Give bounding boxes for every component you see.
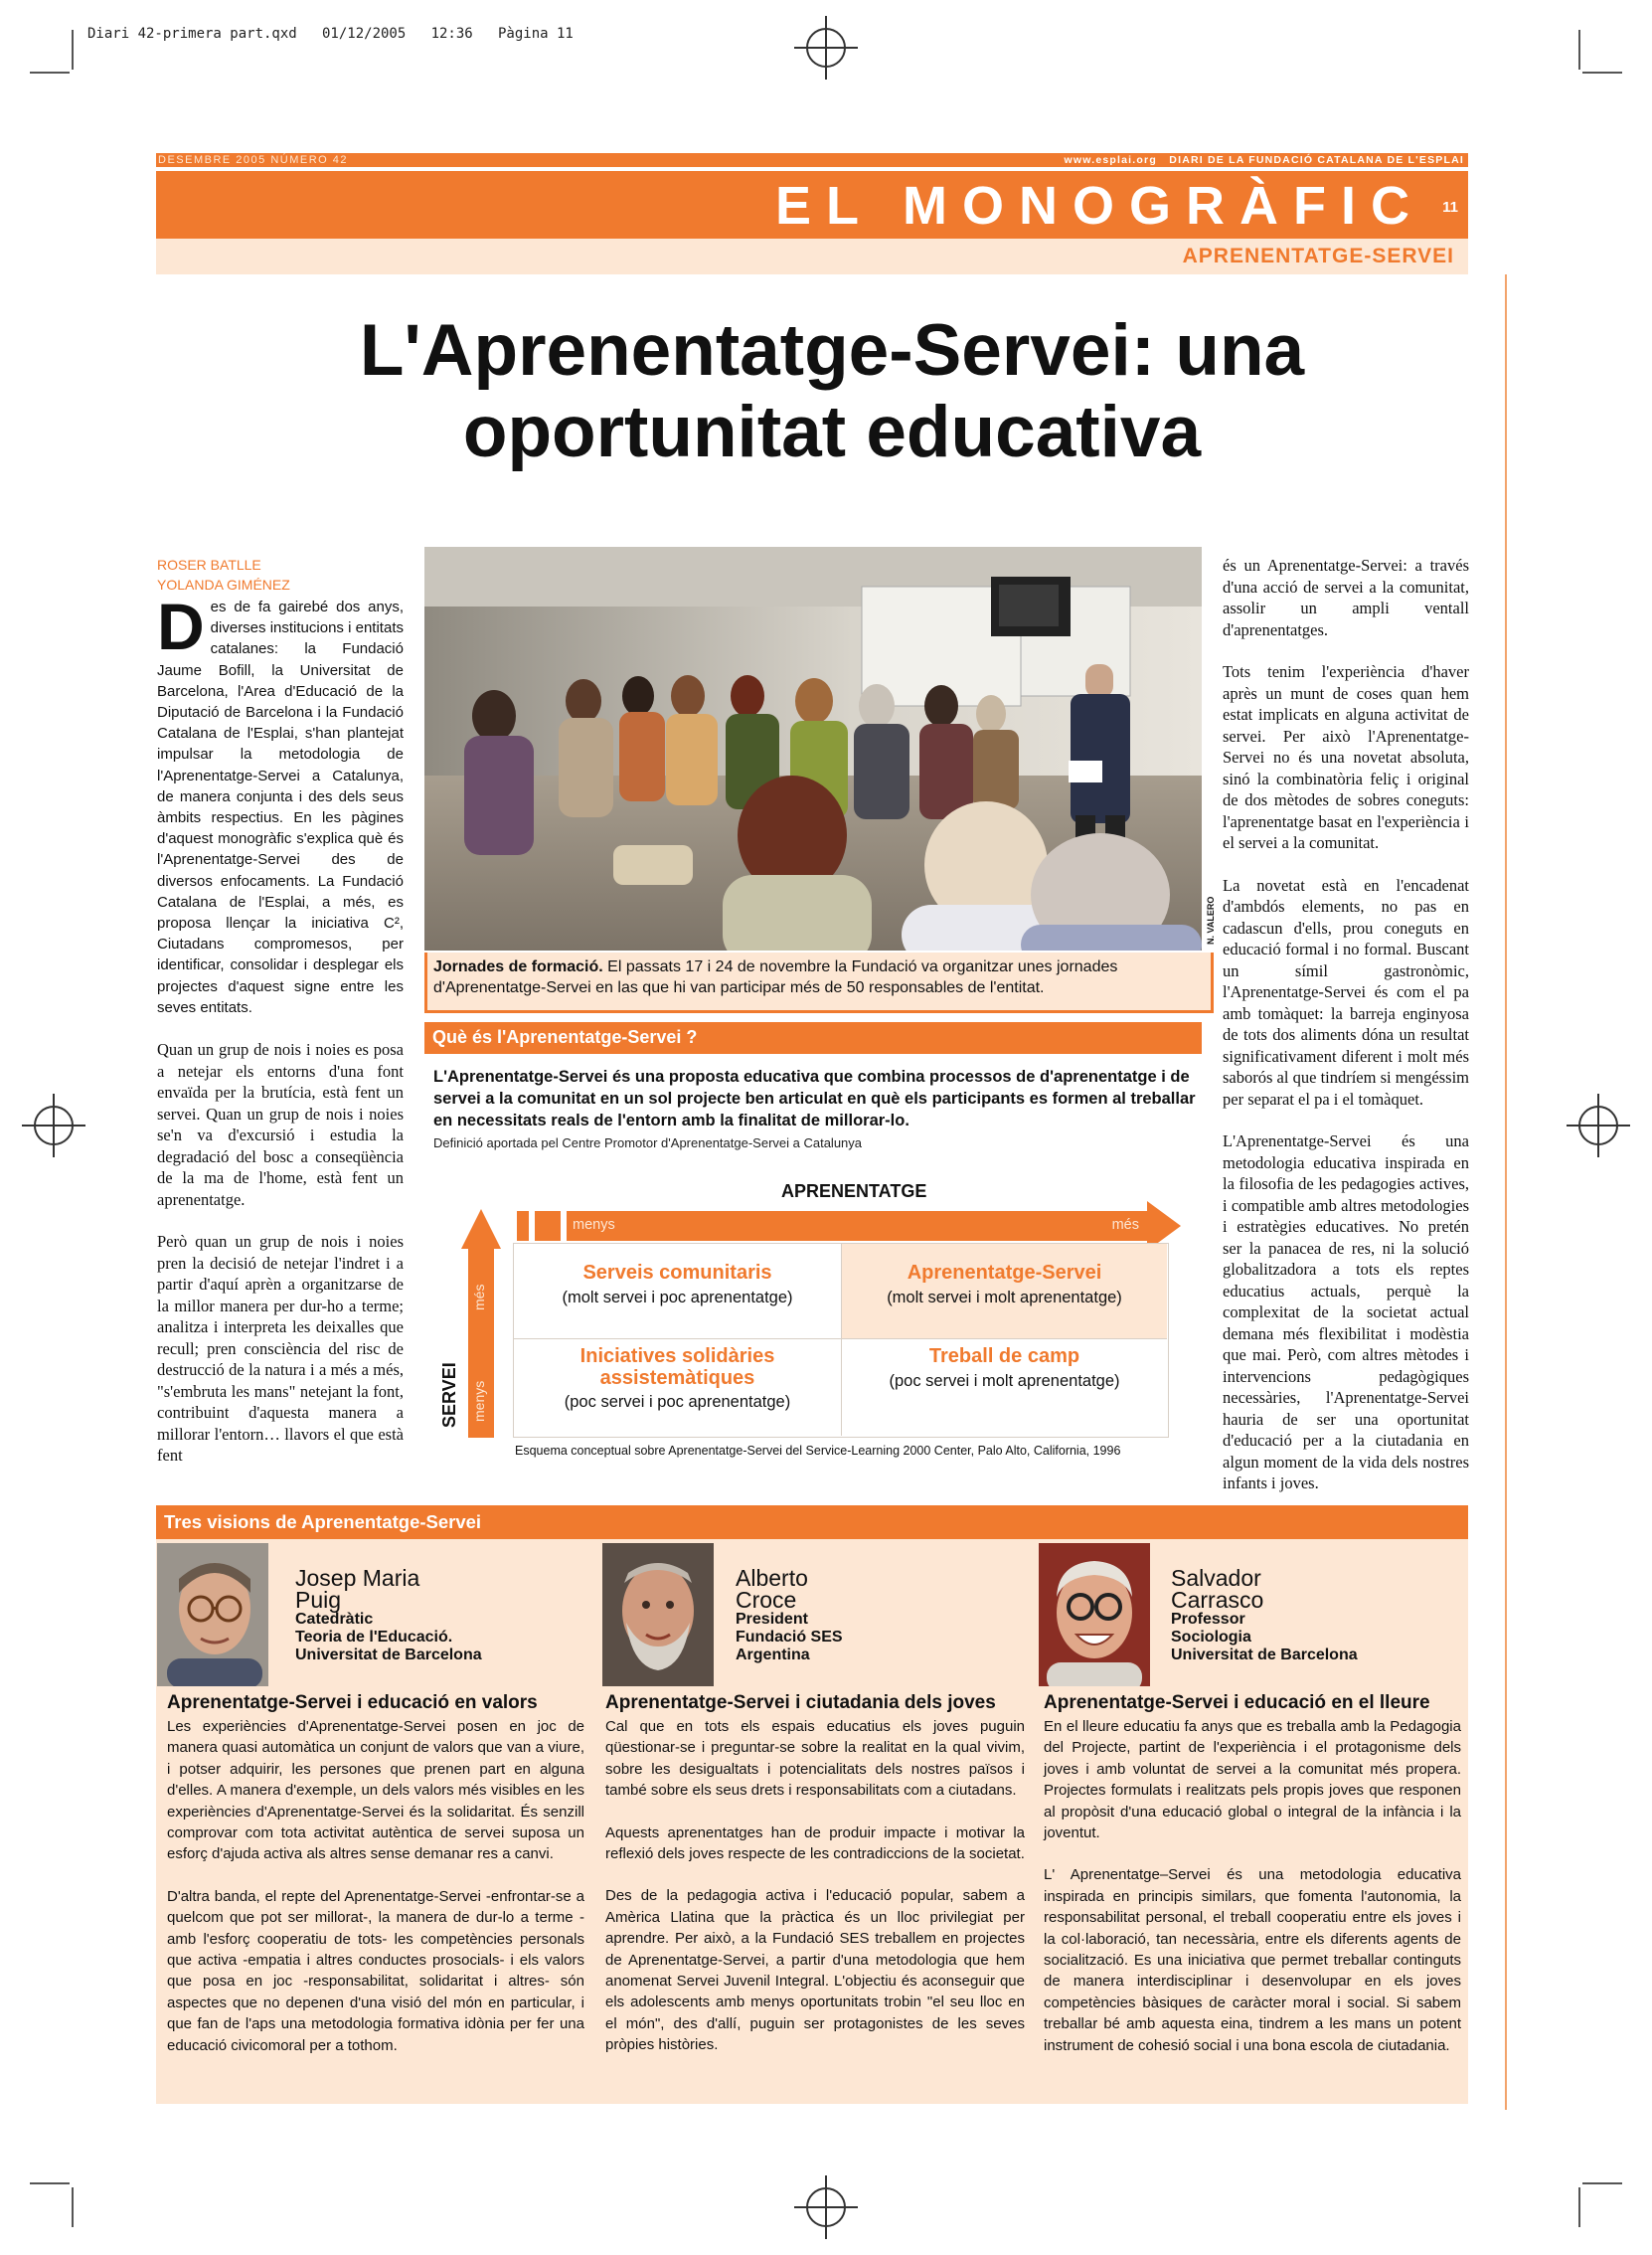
event-photo [424, 547, 1202, 951]
masthead-top-bar [156, 153, 1468, 167]
author-name: YOLANDA GIMÉNEZ [157, 577, 290, 593]
person-first-name: Alberto [736, 1565, 808, 1591]
page-right-rule [1505, 274, 1507, 2110]
vision-text: Les experiències d'Aprenentatge-Servei posen en joc de manera quasi automàtica un conjunt de valors que van a viure, i potser adquirir, les persones que prenen part en alguna d'elles. A manera d'exemple, un dels valors més visibles en les experiències d'Aprenentatge-Servei és la solidaritat. És senzill comprovar com tota activitat autèntica de servei suposa un esforç d'ajuda activa als altres sense demanar res a canvi. D'altra banda, el repte del Aprenentatge-Servei -enfrontar-se a quelcom que pot ser millorat-, la manera de dur-lo a terme -amb l'esforç cooperatiu de tots- les competències personals que activa -empatia i altres conductes prosocials- i els valors que posa en joc -responsabilitat, solidaritat i altres- són aspectes que no depenen d'una visió del món en particular, i que fan de l'aps una metodologia formativa idònia per fer una educació civicomoral per a tothom. [167, 1718, 584, 2054]
definition-title-bar: Què és l'Aprenentatge-Servei ? [424, 1022, 1202, 1054]
definition-source: Definició aportada pel Centre Promotor d'Aprenentatge-Servei a Catalunya [433, 1135, 863, 1150]
right-body: és un Aprenentatge-Servei: a través d'una acció de servei a la comunitat, assolir un ampli ventall d'aprenentatges. Tots tenim l'experiència d'haver après un munt de coses quan hem estat implicats en alguna activitat de servei. Per això l'Aprenentatge-Servei no és una novetat absoluta, sinó la combinatòria feliç i original de dos mètodes de sobres coneguts: l'aprenentatge basat en l'experiència i el servei a la comunitat. La novetat està en l'encadenat d'ambdós elements, no pas en cadascun d'ells, prou coneguts en educació formal i no formal. Buscant un símil gastronòmic, l'Aprenentatge-Servei és com el pa amb tomàquet: la barreja enginyosa de tots dos aliments dóna un resultat significativament diferent i molt més saborós al que tindríem si mengéssim per separat el pa i el tomàquet. L'Aprenentatge-Servei és una metodologia educativa inspirada en la filosofia de les pedagogies actives, i compatible amb altres metodologies i estratègies educatives. No pretén ser la panacea de res, ni la solució globalitzadora a tots els reptes educatius actuals, perquè la complexitat de la societat actual demana més flexibilitat i modèstia que mai. Però, com altres mètodes i intervencions pedagògiques necessàries, l'Aprenentatge-Servei hauria de ser una oportunitat d'educació per a la ciutadania en algun moment de la vida dels nostres infants i joves. [1223, 556, 1469, 1492]
portrait-puig [157, 1543, 268, 1686]
person-last-name: Puig [295, 1587, 342, 1613]
diagram-caption: Esquema conceptual sobre Aprenentatge-Servei del Service-Learning 2000 Center, Palo Alto, California, 1996 [515, 1444, 1121, 1458]
photo-caption: Jornades de formació. El passats 17 i 24 de novembre la Fundació va organitzar unes jornades d'Aprenentatge-Servei en las que hi van participar més de 50 responsables de l'entitat. [424, 953, 1214, 1013]
masthead-banner [156, 171, 1468, 239]
definition-text: L'Aprenentatge-Servei és una proposta educativa que combina processos de d'aprenentatge i de servei a la comunitat en un sol projecte ben articulat en què els participants es formen al treballar en necessitats reals de l'entorn amb la finalitat de millorar-lo. [433, 1068, 1196, 1129]
subsection-bar [156, 239, 1468, 274]
person-last-name: Croce [736, 1587, 797, 1613]
x-axis-label: APRENENTATGE [781, 1181, 927, 1201]
headline: L'Aprenentatge-Servei: una oportunitat educativa [359, 310, 1305, 472]
publication-name: DIARI DE LA FUNDACIÓ CATALANA DE L'ESPLAI [1169, 154, 1464, 166]
registration-mark [34, 1106, 74, 1145]
quadrant-cell: Iniciatives solidàries assistemàtiques (poc servei i poc aprenentatge) [514, 1339, 842, 1436]
subsection-title: APRENENTATGE-SERVEI [1182, 245, 1454, 267]
vision-heading: Aprenentatge-Servei i educació en el lleure [1044, 1692, 1430, 1713]
x-axis-arrow: menys més [567, 1211, 1147, 1241]
registration-mark [1578, 1106, 1618, 1145]
vision-text: Cal que en tots els espais educatius els joves puguin qüestionar-se i preguntar-se sobre la realitat en la qual vivim, sobre les desigualtats i potencialitats dels nostres països i també sobre els seus drets i responsabilitats com a ciutadans. Aquests aprenentatges han de produir impacte i motivar la reflexió dels joves respecte de les contradiccions de la societat. Des de la pedagogia activa i l'educació popular, sabem a Amèrica Llatina que la pràctica és un lloc privilegiat per aprendre. Per això, a la Fundació SES treballem en projectes de Aprenentatge-Servei, a partir d'una metodologia que hem anomenat Servei Juvenil Integral. L'objectiu és aconseguir que els adolescents amb menys oportunitats trobin "el seu lloc en el món", des d'allí, puguin ser protagonistes de les seves pròpies històries. [605, 1718, 1025, 2054]
registration-mark [806, 28, 846, 68]
photo-illustration [424, 547, 1202, 951]
quadrant-cell-highlight: Aprenentatge-Servei (molt servei i molt aprenentatge) [842, 1244, 1167, 1339]
portrait-croce [602, 1543, 714, 1686]
lead-paragraph: Des de fa gairebé dos anys, diverses institucions i entitats catalanes: la Fundació Jaume Bofill, la Universitat de Barcelona, l'Area d'Educació de la Diputació de Barcelona i la Fundació Catalana de l'Esplai, s'han plantejat impulsar la metodologia de l'Aprenentatge-Servei a Catalunya, de manera conjunta i des dels seus àmbits respectius. En les pàgines d'aquest monogràfic s'explica què és l'Aprenentatge-Servei des de diversos enfocaments. La Fundació Catalana de l'Esplai, a més, es proposa llençar la iniciativa C², Ciutadans compromesos, per identificar, consolidar i desplegar els projectes d'aquest signe entre les seves entitats. [157, 590, 404, 1016]
visions-title-bar: Tres visions de Aprenentatge-Servei [156, 1505, 1468, 1539]
author-name: ROSER BATLLE [157, 557, 261, 573]
portrait-carrasco [1039, 1543, 1150, 1686]
quadrant-cell: Treball de camp (poc servei i molt aprenentatge) [889, 1345, 1120, 1390]
registration-mark [806, 2187, 846, 2227]
vision-heading: Aprenentatge-Servei i ciutadania dels joves [605, 1692, 996, 1713]
photo-credit-side: N. VALERO [1206, 896, 1216, 945]
vision-text: En el lleure educatiu fa anys que es treballa amb la Pedagogia del Projecte, partint de l'experiència i el protagonisme dels joves i amb voluntat de servei a la comunitat més propera. Projectes formulats i realitzats pels propis joves que responen al propòsit d'una educació global o integral de la infància i la joventut. L' Aprenentatge–Servei és una metodologia educativa inspirada en principis similars, que fomenta l'autonomia, la responsabilitat personal, el treball cooperatiu entre els joves i la col·laboració, tan necessària, entre els diferents agents de socialització. Es una iniciativa que permet treballar continguts de manera interdisciplinar i desenvolupar en els joves competències bàsiques de caràcter moral i social. Si sabem treballar bé amb aquesta eina, tindrem a les mans un potent instrument de cohesió social i una bona escola de ciutadania. [1044, 1718, 1461, 2054]
vision-heading: Aprenentatge-Servei i educació en valors [167, 1692, 538, 1713]
person-last-name: Carrasco [1171, 1587, 1264, 1613]
file-slug: Diari 42-primera part.qxd 01/12/2005 12:36 Pàgina 11 [87, 26, 574, 42]
drop-cap: D [157, 590, 205, 663]
page-number: 11 [1442, 199, 1458, 216]
person-first-name: Salvador [1171, 1565, 1261, 1591]
aprenentatge-diagram: APRENENTATGE menys més més menys SERVEI Serveis comunitaris (molt servei i poc aprenentatge) Aprenentatge-Servei (molt servei i molt aprenentatge) Iniciatives solidàries assistemàtiques (poc servei i poc aprenentatge) Treball de camp (poc servei i molt aprenentatge) Esquema conceptual sobre Aprenentatge-Servei del Service-Learning 2000 Center, Palo Alto, California, 1996 [447, 1173, 1183, 1472]
quadrant-grid [513, 1243, 1169, 1438]
quadrant-cell: Serveis comunitaris (molt servei i poc aprenentatge) [514, 1244, 842, 1339]
section-title: EL MONOGRÀFIC [775, 176, 1424, 236]
person-first-name: Josep Maria [295, 1565, 420, 1591]
left-body: Quan un grup de nois i noies es posa a netejar els entorns d'una font envaïda per la brutícia, està fent un servei. Quan un grup de nois i noies se'n va d'excursió i estudia la degradació del bosc a conseqüència de la ma de l'home, està fent un aprenentatge. Però quan un grup de nois i noies pren la decisió de netejar l'indret i a partir d'aquí aprèn a organitzarse de la millor manera per dur-ho a terme; analitza i interpreta les deixalles que recull; pren consciència del risc de destrucció de la natura i a més a més, "s'embruta les mans" netejant la font, contribuint d'aquesta manera a millorar l'entorn… llavors el que està fent [157, 1040, 404, 1466]
issue-label: DESEMBRE 2005 NÚMERO 42 [158, 154, 348, 166]
site-url: www.esplai.org [1064, 154, 1157, 166]
y-axis-label: SERVEI [439, 1362, 459, 1428]
